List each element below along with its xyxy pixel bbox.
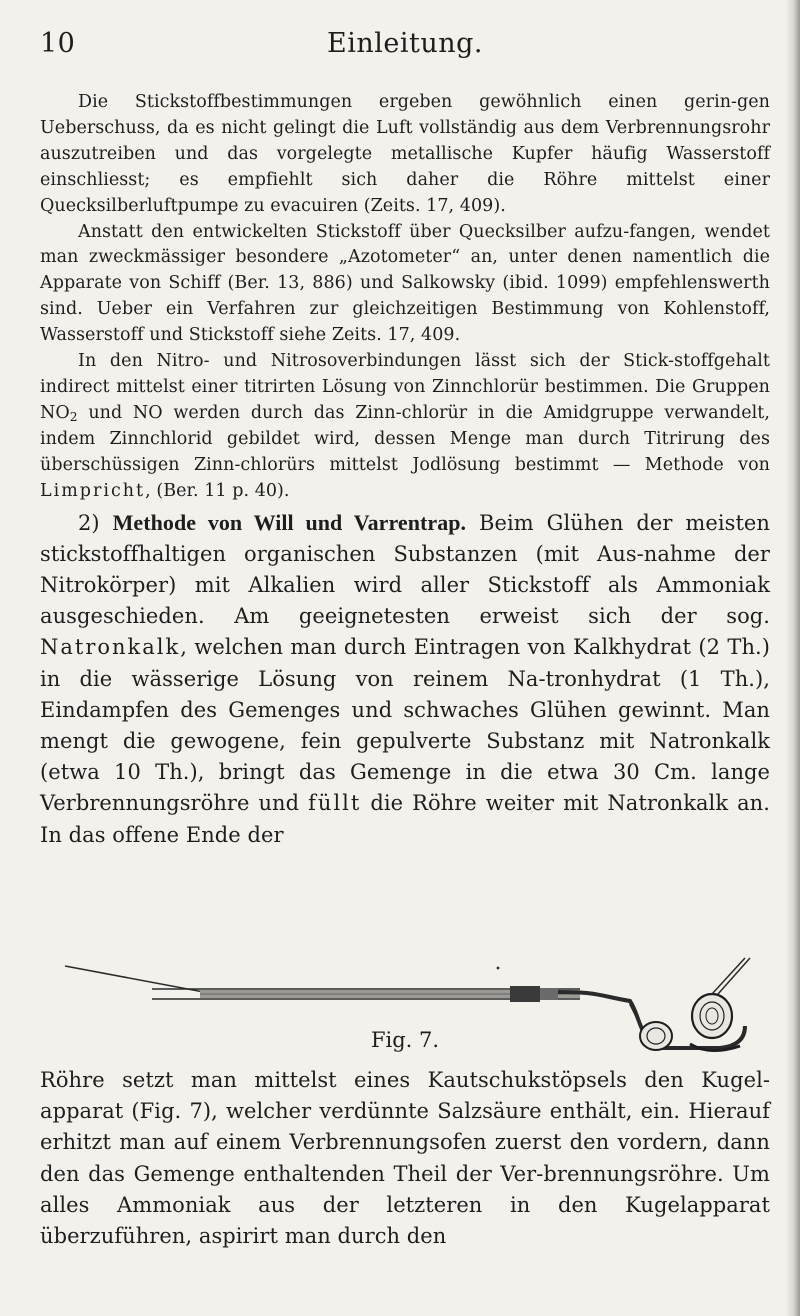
paragraph-3 bbox=[40, 349, 770, 504]
subscript-2: 2 bbox=[69, 409, 78, 424]
paragraph-3-text-c: , (Ber. 11 p. 40). bbox=[145, 480, 290, 501]
paragraph-5: Röhre setzt man mittelst eines Kautschukstöpsels den Kugel-apparat (Fig. 7), welcher verdünnte Salzsäure enthält, ein. Hierauf erhitzt man auf einem Verbrennungsofen zuerst den vordern, dann den das Gemenge enthaltenden Theil der Ver-brennungsröhre. Um alles Ammoniak aus der letzteren in den Kugelapparat überzuführen, aspirirt man durch den bbox=[40, 1068, 770, 1249]
emphasis-fuellt: füllt bbox=[308, 791, 362, 816]
author-name-limpricht: Limpricht bbox=[40, 480, 146, 501]
page-number: 10 bbox=[40, 28, 76, 59]
page-header bbox=[40, 28, 770, 68]
figure-7 bbox=[40, 956, 770, 1062]
figure-caption: Fig. 7. bbox=[370, 1028, 440, 1052]
paragraph-4 bbox=[40, 507, 770, 851]
paragraph-4-text-b: , welchen man durch Eintragen von Kalkhydrat (2 Th.) in die wässerige Lösung von reinem Na-tronhydrat (1 Th.), Eindampfen des Gemenges und schwaches Glühen gewinnt. Man mengt die gewogene, fein gepulverte Substanz mit Natronkalk (etwa 10 Th.), bringt das Gemenge in die etwa 30 Cm. lange Verbrennungsröhre und bbox=[40, 635, 770, 816]
body-text-lower bbox=[40, 1063, 770, 1252]
paragraph-2: Anstatt den entwickelten Stickstoff über Quecksilber aufzu-fangen, wendet man zweckmässiger besondere „Azotometer“ an, unter denen namentlich die Apparate von Schiff (Ber. 13, 886) und Salkowsky (ibid. 1099) empfehlenswerth sind. Ueber ein Verfahren zur gleichzeitigen Bestimmung von Kohlenstoff, Wasserstoff und Stickstoff siehe Zeits. 17, 409. bbox=[40, 221, 770, 346]
paragraph-3-text-b: und NO werden durch das Zinn-chlorür in die Amidgruppe verwandelt, indem Zinnchlorid gebildet wird, dessen Menge man durch Titrirung des überschüssigen Zinn-chlorürs mittelst Jodlösung bestimmt — Methode von bbox=[40, 402, 770, 475]
page-edge-shadow bbox=[786, 0, 800, 1316]
paragraph-3-text-a: In den Nitro- und Nitrosoverbindungen lässt sich der Stick-stoffgehalt indirect mittelst einer titrirten Lösung von Zinnchlorür bestimmen. Die Gruppen NO bbox=[40, 351, 770, 423]
section-number: 2) bbox=[78, 510, 100, 535]
running-title: Einleitung. bbox=[327, 28, 483, 59]
paragraph-1: Die Stickstoffbestimmungen ergeben gewöhnlich einen gerin-gen Ueberschuss, da es nicht gelingt die Luft vollständig aus dem Verbrennungsrohr auszutreiben und das vorgelegte metallische Kupfer häufig Wasserstoff einschliesst; es empfiehlt sich daher die Röhre mittelst einer Quecksilberluftpumpe zu evacuiren (Zeits. 17, 409). bbox=[40, 92, 770, 216]
method-heading: Methode von Will und Varrentrap. bbox=[112, 509, 467, 535]
term-natronkalk: Natronkalk bbox=[40, 635, 181, 660]
paragraph-4-text-c: die Röhre weiter mit Natronkalk an. In das offene Ende der bbox=[40, 791, 770, 847]
body-text-upper bbox=[40, 90, 770, 851]
paragraph-4-text-a: Beim Glühen der meisten stickstoffhaltigen organischen Substanzen (mit Aus-nahme der Nitrokörper) mit Alkalien wird aller Stickstoff als Ammoniak ausgeschieden. Am geeignetesten erweist sich der sog. bbox=[40, 510, 770, 629]
